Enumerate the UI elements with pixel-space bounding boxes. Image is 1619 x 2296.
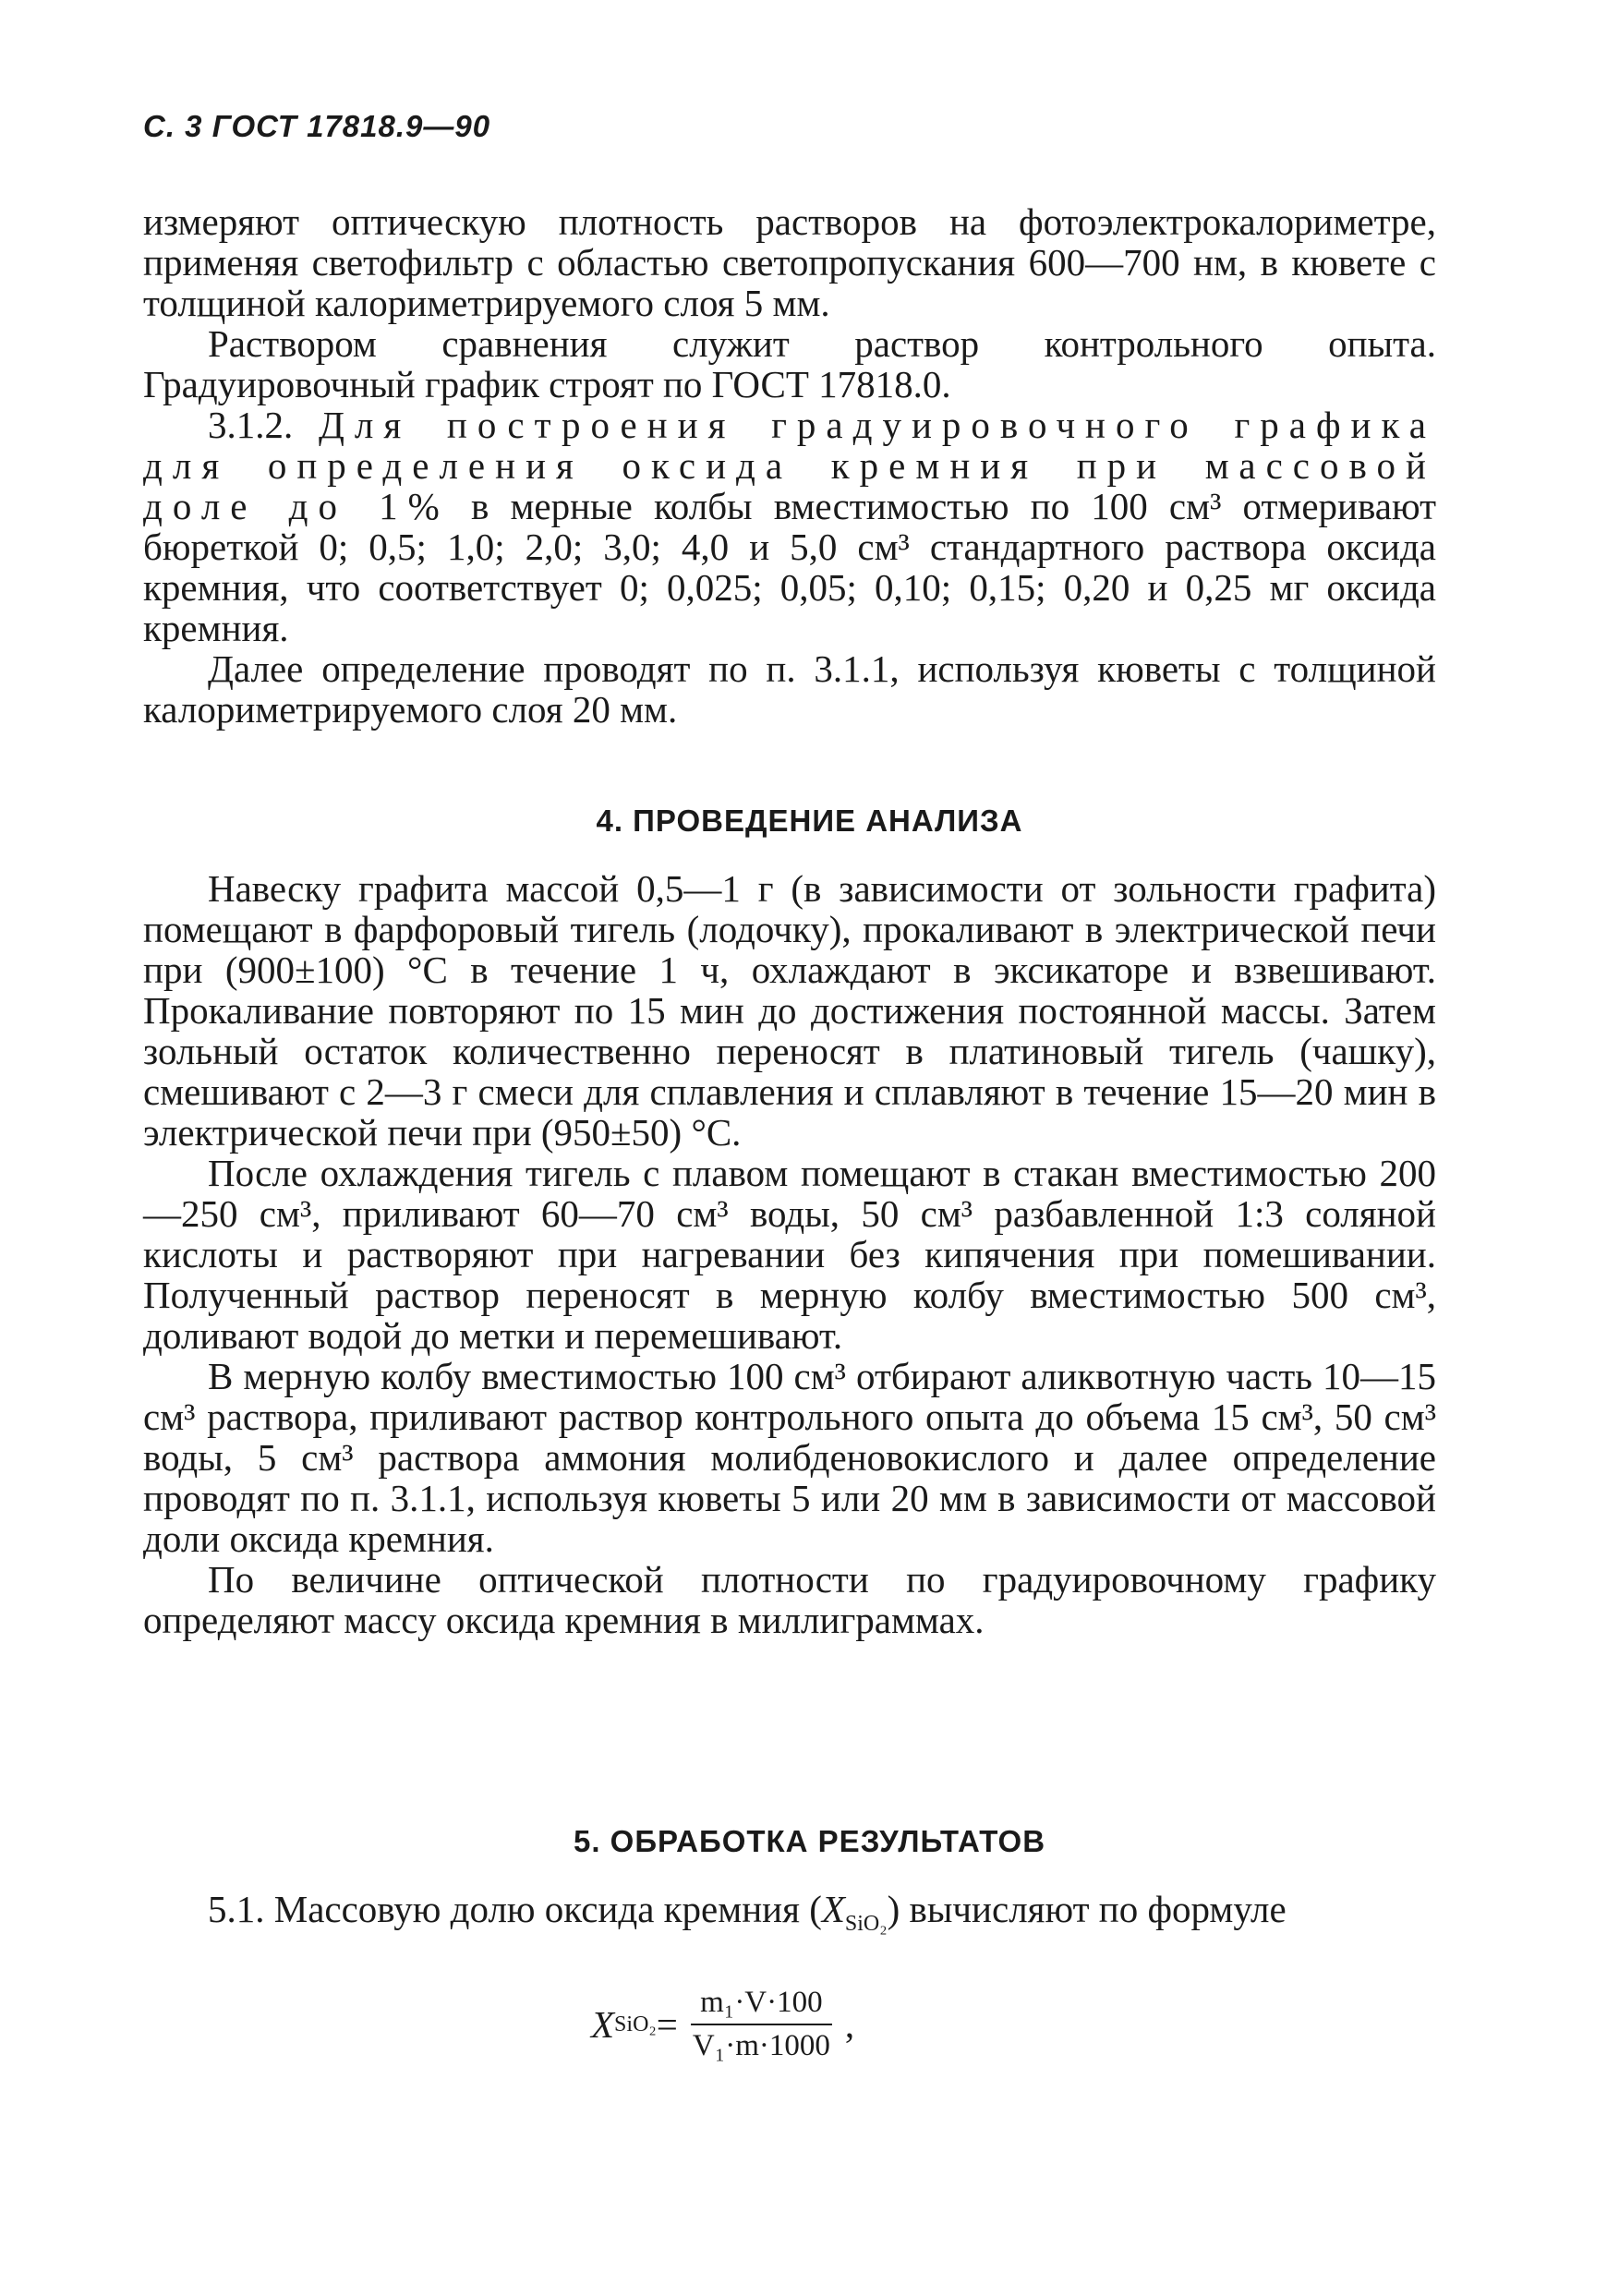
section-5-body [143,1889,1436,1944]
formula-numerator: m₁·V·100 [691,1986,831,2025]
paragraph: Раствором сравнения служит раствор контрольного опыта. Градуировочный график строят по ГОСТ 17818.0. [143,322,1436,405]
formula-fraction [683,1986,840,2063]
section-4-heading: 4. ПРОВЕДЕНИЕ АНАЛИЗА [596,804,1023,838]
formula-denominator: V₁·m·1000 [692,2029,830,2062]
formula-equals: = [656,2003,678,2046]
paragraph [143,405,1436,648]
clause-text: в мерные колбы вместимостью по 100 см³ отмеривают бюреткой 0; 0,5; 1,0; 2,0; 3,0; 4,0 и 5,0 см³ стандартного раствора оксида кремния, что соответствует 0; 0,025; 0,05; 0,10; 0,15; 0,20 и 0,25 мг оксида кремния. [143,485,1436,649]
variable-subscript: SiO₂ [844,1912,888,1937]
paragraph: Далее определение проводят по п. 3.1.1, используя кюветы с толщиной калориметрируемого слоя 20 мм. [143,647,1436,731]
paragraph: В мерную колбу вместимостью 100 см³ отбирают аликвотную часть 10—15 см³ раствора, приливают раствор контрольного опыта до объема 15 см³, 50 см³ воды, 5 см³ раствора аммония молибденовокислого и далее определение проводят по п. 3.1.1, используя кюветы 5 или 20 мм в зависимости от массовой доли оксида кремния. [143,1355,1436,1560]
paragraph: По величине оптической плотности по градуировочному графику определяют массу оксида кремния в миллиграммах. [143,1558,1436,1641]
paragraph: 5.1. Массовую долю оксида кремния $(X_{SiO_2})$ вычисляют по формуле [208,1888,1287,1937]
formula-x-sio2 [591,1986,854,2063]
formula-trailing-comma: , [844,2003,855,2046]
section-5-heading: 5. ОБРАБОТКА РЕЗУЛЬТАТОВ [573,1824,1046,1858]
paragraph: После охлаждения тигель с плавом помещают в стакан вместимостью 200—250 см³, приливают 60—70 см³ воды, 50 см³ разбавленной 1:3 соляной кислоты и растворяют при нагревании без кипячения при помешивании. Полученный раствор переносят в мерную колбу вместимостью 500 см³, доливают водой до метки и перемешивают. [143,1152,1436,1357]
spaced-emphasis: Для построения градуировочного графика для определения оксида кремния при массовой доле до 1% [143,404,1436,527]
paragraph: измеряют оптическую плотность растворов на фотоэлектрокалориметре, применяя светофильтр с областью светопропускания 600—700 нм, в кювете с толщиной калориметрируемого слоя 5 мм. [143,200,1436,324]
section-3-continuation [143,201,1436,730]
formula-lhs-variable: X [591,2003,615,2046]
section-4-body [143,868,1436,1640]
clause-number: 3.1.2. [208,404,294,446]
running-head: С. 3 ГОСТ 17818.9—90 [143,109,491,143]
formula-lhs-subscript: SiO₂ [614,2012,657,2036]
variable: X [821,1888,845,1930]
paragraph: Навеску графита массой 0,5—1 г (в зависимости от зольности графита) помещают в фарфоровый тигель (лодочку), прокаливают в электрической печи при (900±100) °С в течение 1 ч, охлаждают в эксикаторе и взвешивают. Прокаливание повторяют по 15 мин до достижения постоянной массы. Затем зольный остаток количественно переносят в платиновый тигель (чашку), смешивают с 2—3 г смеси для сплавления и сплавляют в течение 15—20 мин в электрической печи при (950±50) °С. [143,867,1436,1154]
